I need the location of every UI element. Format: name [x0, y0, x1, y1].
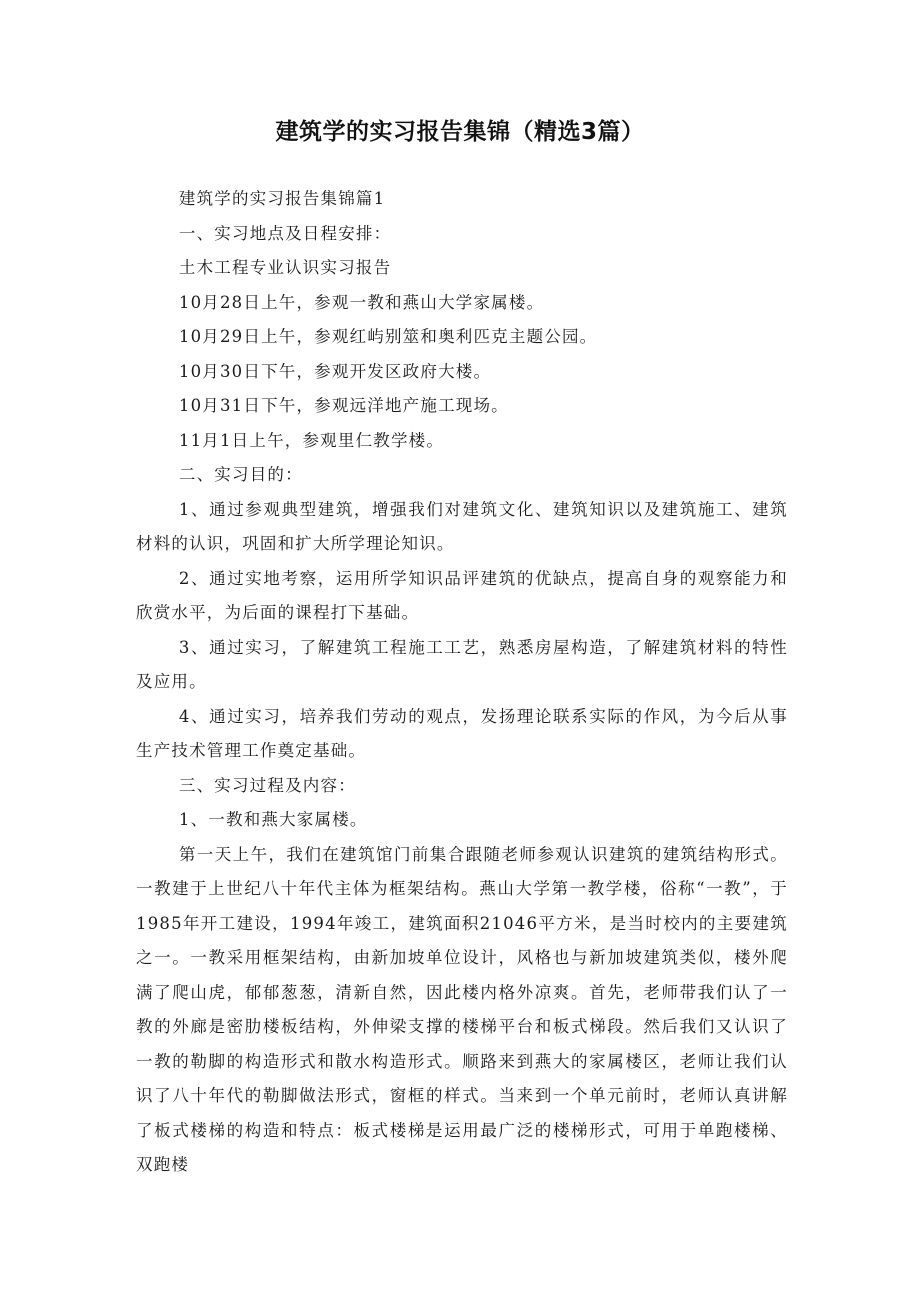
paragraph: 第一天上午，我们在建筑馆门前集合跟随老师参观认识建筑的建筑结构形式。一教建于上世纪八十年代主体为框架结构。燕山大学第一教学楼，俗称“一教”，于1985年开工建设，1994年竣工，建筑面积21046平方米，是当时校内的主要建筑之一。一教采用框架结构，由新加坡单位设计，风格也与新加坡建筑类似，楼外爬满了爬山虎，郁郁葱葱，清新自然，因此楼内格外凉爽。首先，老师带我们认了一教的外廊是密肋楼板结构，外伸梁支撑的楼梯平台和板式梯段。然后我们又认识了一教的勒脚的构造形式和散水构造形式。顺路来到燕大的家属楼区，老师让我们认识了八十年代的勒脚做法形式，窗框的样式。当来到一个单元前时，老师认真讲解了板式楼梯的构造和特点：板式楼梯是运用最广泛的楼梯形式，可用于单跑楼梯、双跑楼: [136, 844, 788, 1174]
schedule-item: 11月1日上午，参观里仁教学楼。: [178, 430, 445, 450]
schedule-item: 10月31日下午，参观远洋地产施工现场。: [178, 396, 509, 415]
document-body: [136, 182, 788, 1183]
section-heading: 建筑学的实习报告集锦篇1: [178, 189, 386, 208]
schedule-item: 10月28日上午，参观一教和燕山大学家属楼。: [178, 292, 545, 312]
paragraph: 土木工程专业认识实习报告: [178, 258, 392, 277]
schedule-item: 10月30日下午，参观开发区政府大楼。: [178, 361, 492, 381]
document-title: 建筑学的实习报告集锦（精选3篇）: [275, 119, 645, 145]
objective-item: 4、通过实习，培养我们劳动的观点，发扬理论联系实际的作风，为今后从事生产技术管理工作奠定基础。: [136, 706, 788, 760]
process-item: 1、一教和燕大家属楼。: [178, 810, 368, 829]
objective-item: 1、通过参观典型建筑，增强我们对建筑文化、建筑知识以及建筑施工、建筑材料的认识，巩固和扩大所学理论知识。: [136, 499, 788, 553]
objective-item: 2、通过实地考察，运用所学知识品评建筑的优缺点，提高自身的观察能力和欣赏水平，为后面的课程打下基础。: [136, 568, 788, 622]
section-subheading: 二、实习目的：: [178, 465, 303, 484]
schedule-item: 10月29日上午，参观红屿别筮和奥利匹克主题公园。: [178, 327, 598, 346]
section-subheading: 三、实习过程及内容：: [178, 775, 356, 795]
objective-item: 3、通过实习，了解建筑工程施工工艺，熟悉房屋构造，了解建筑材料的特性及应用。: [136, 637, 788, 691]
section-subheading: 一、实习地点及日程安排：: [178, 223, 392, 243]
